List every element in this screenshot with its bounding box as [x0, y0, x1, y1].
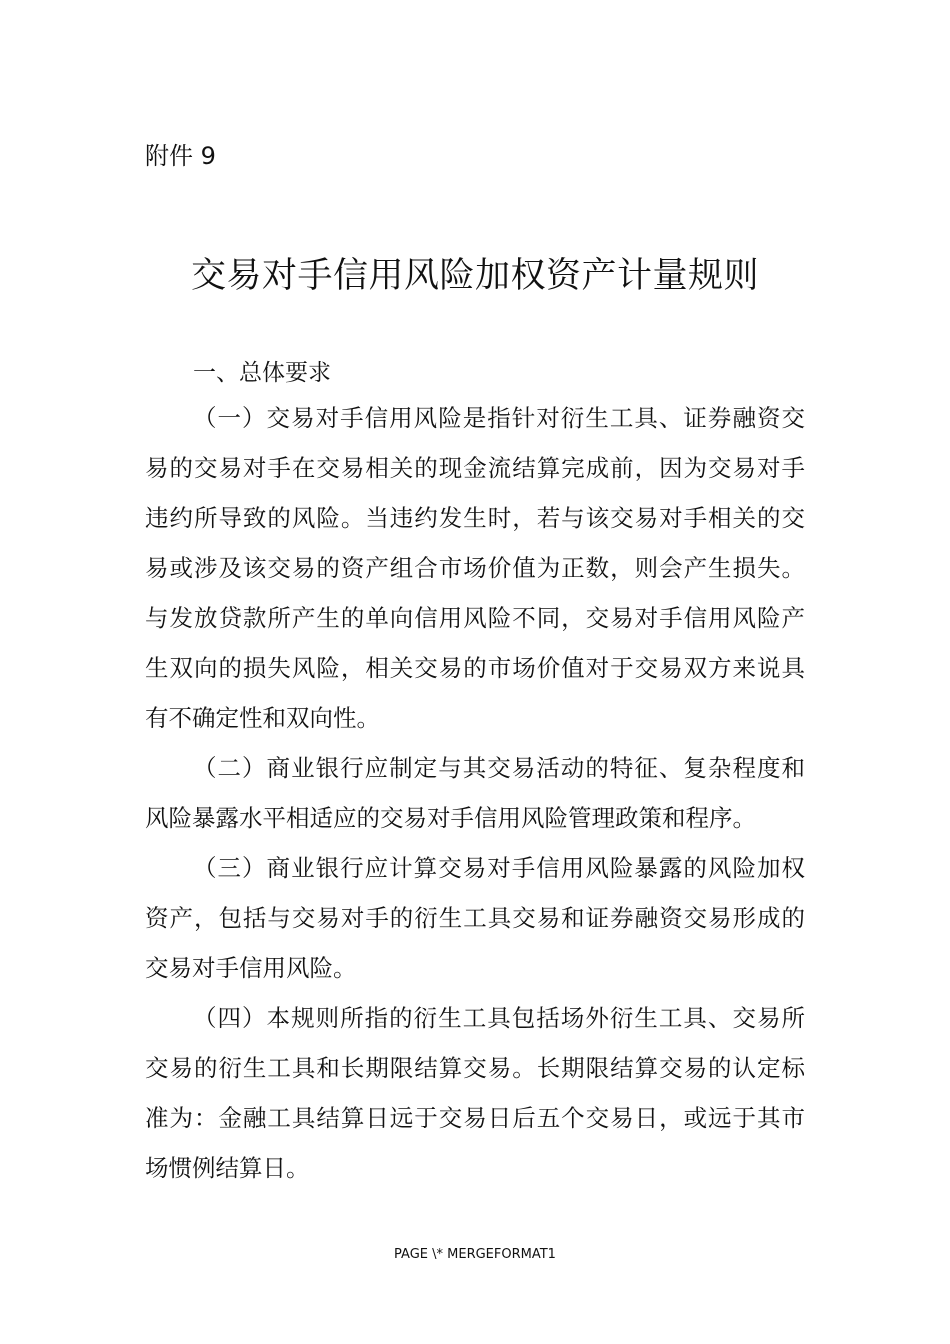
paragraph	[145, 993, 805, 1193]
paragraph-line: 与发放贷款所产生的单向信用风险不同，交易对手信用风险产	[145, 604, 805, 632]
document-body	[145, 393, 805, 1193]
paragraph-line: 交易对手信用风险。	[145, 954, 357, 982]
paragraph-line: 交易的衍生工具和长期限结算交易。长期限结算交易的认定标	[145, 1054, 805, 1082]
paragraph-line: 生双向的损失风险，相关交易的市场价值对于交易双方来说具	[145, 654, 805, 682]
paragraph-line: 资产，包括与交易对手的衍生工具交易和证券融资交易形成的	[145, 904, 805, 932]
paragraph-line: 易或涉及该交易的资产组合市场价值为正数，则会产生损失。	[145, 554, 805, 582]
section-heading: 一、总体要求	[193, 360, 331, 386]
page-footer: PAGE \* MERGEFORMAT1	[394, 1247, 556, 1262]
paragraph-line: 有不确定性和双向性。	[145, 704, 380, 732]
paragraph-line: 易的交易对手在交易相关的现金流结算完成前，因为交易对手	[145, 454, 805, 482]
paragraph-line: （三）商业银行应计算交易对手信用风险暴露的风险加权	[193, 854, 805, 882]
paragraph-line: 场惯例结算日。	[145, 1154, 310, 1182]
document-title: 交易对手信用风险加权资产计量规则	[190, 256, 759, 296]
paragraph-line: 准为：金融工具结算日远于交易日后五个交易日，或远于其市	[145, 1104, 805, 1132]
paragraph	[145, 743, 805, 843]
paragraph-line: （四）本规则所指的衍生工具包括场外衍生工具、交易所	[193, 1004, 805, 1032]
paragraph-line: （一）交易对手信用风险是指针对衍生工具、证券融资交	[193, 404, 805, 432]
paragraph	[145, 393, 805, 743]
paragraph-line: 违约所导致的风险。当违约发生时，若与该交易对手相关的交	[145, 504, 805, 532]
paragraph-line: （二）商业银行应制定与其交易活动的特征、复杂程度和	[193, 754, 805, 782]
attachment-label: 附件 9	[145, 142, 216, 170]
paragraph	[145, 843, 805, 993]
paragraph-line: 风险暴露水平相适应的交易对手信用风险管理政策和程序。	[145, 804, 756, 832]
